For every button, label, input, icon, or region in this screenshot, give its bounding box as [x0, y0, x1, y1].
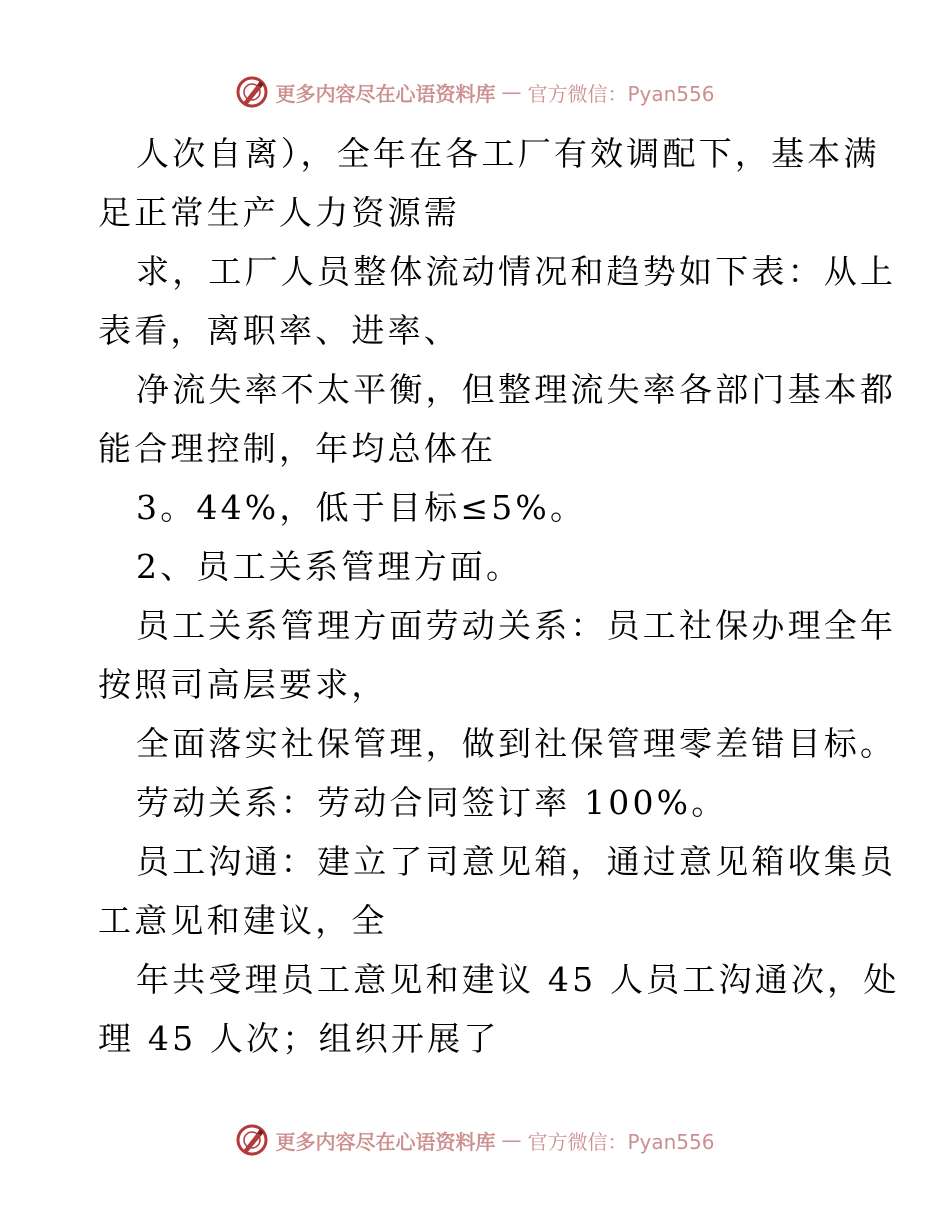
- text-line: 净流失率不太平衡，但整理流失率各部门基本都: [136, 370, 897, 409]
- text-line: 年共受理员工意见和建议 45 人员工沟通次，处: [136, 960, 900, 999]
- pen-seal-icon: [235, 1123, 269, 1157]
- text-line: 劳动关系：劳动合同签订率 100%。: [136, 783, 728, 822]
- document-body: [98, 124, 900, 1068]
- header-watermark: [0, 72, 950, 112]
- watermark-separator: —: [501, 1128, 522, 1152]
- watermark-separator: —: [501, 80, 522, 104]
- text-line: 能合理控制，年均总体在: [98, 429, 497, 468]
- text-line: 足正常生产人力资源需: [98, 193, 460, 232]
- footer-watermark: [0, 1120, 950, 1160]
- text-line: 员工沟通：建立了司意见箱，通过意见箱收集员: [136, 842, 897, 881]
- watermark-text: 更多内容尽在心语资料库: [275, 81, 496, 106]
- text-line: 3。44%，低于目标≤5%。: [136, 488, 587, 527]
- text-line: 按照司高层要求，: [98, 665, 388, 704]
- text-line: 工意见和建议，全: [98, 901, 388, 940]
- text-line: 求，工厂人员整体流动情况和趋势如下表：从上: [136, 252, 897, 291]
- text-line: 理 45 人次；组织开展了: [98, 1019, 500, 1058]
- text-line: 2、员工关系管理方面。: [136, 547, 523, 586]
- text-line: 表看，离职率、进率、: [98, 311, 460, 350]
- text-line: 员工关系管理方面劳动关系：员工社保办理全年: [136, 606, 897, 645]
- pen-seal-icon: [235, 75, 269, 109]
- watermark-wechat: 官方微信：Pyan556: [527, 81, 715, 106]
- text-line: 人次自离），全年在各工厂有效调配下，基本满: [136, 134, 880, 173]
- watermark-text: 更多内容尽在心语资料库: [275, 1129, 496, 1154]
- text-line: 全面落实社保管理，做到社保管理零差错目标。: [136, 724, 897, 763]
- watermark-wechat: 官方微信：Pyan556: [527, 1129, 715, 1154]
